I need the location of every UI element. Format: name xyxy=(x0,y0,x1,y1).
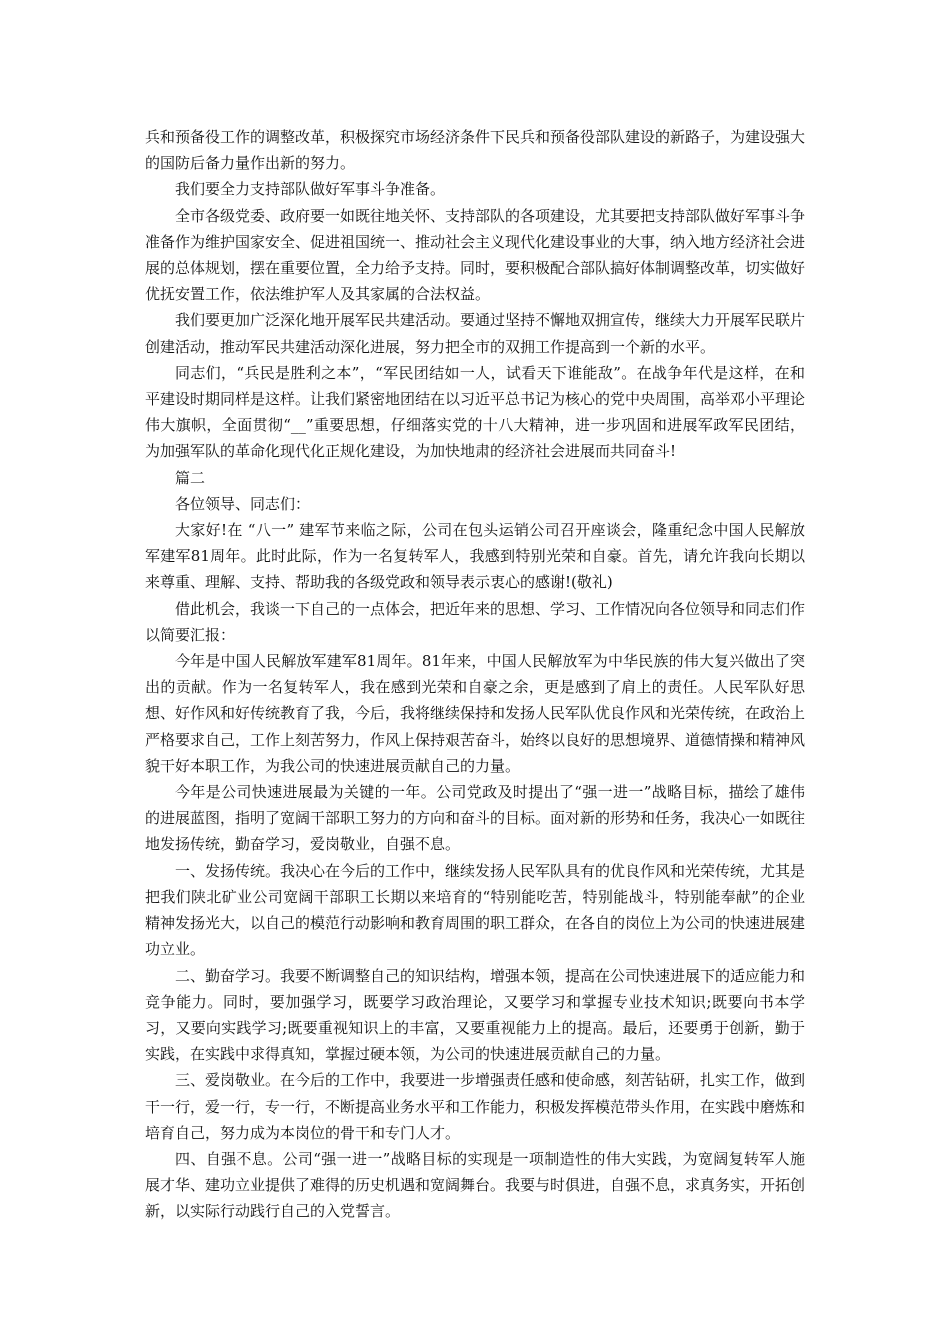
paragraph-1: 兵和预备役工作的调整改革，积极探究市场经济条件下民兵和预备役部队建设的新路子，为建设强大的国防后备力量作出新的努力。 xyxy=(145,128,806,173)
paragraph-11: 今年是公司快速进展最为关键的一年。公司党政及时提出了“强一进一”战略目标，描绘了雄伟的进展蓝图，指明了宽阔干部职工努力的方向和奋斗的目标。面对新的形势和任务，我决心一如既往地发扬传统，勤奋学习，爱岗敬业，自强不息。 xyxy=(145,783,806,854)
paragraph-9: 借此机会，我谈一下自己的一点体会，把近年来的思想、学习、工作情况向各位领导和同志们作以简要汇报： xyxy=(145,599,806,644)
section-heading: 篇二 xyxy=(175,468,206,487)
paragraph-5: 同志们，“兵民是胜利之本”，“军民团结如一人，试看天下谁能敌”。在战争年代是这样，在和平建设时期同样是这样。让我们紧密地团结在以习近平总书记为核心的党中央周围，高举邓小平理论伟大旗帜，全面贯彻“__”重要思想，仔细落实党的十八大精神，进一步巩固和进展军政军民团结，为加强军队的革命化现代化正规化建设，为加快地肃的经济社会进展而共同奋斗! xyxy=(145,363,806,461)
paragraph-13: 二、勤奋学习。我要不断调整自己的知识结构，增强本领，提高在公司快速进展下的适应能力和竞争能力。同时，要加强学习，既要学习政治理论，又要学习和掌握专业技术知识;既要向书本学习，又要向实践学习;既要重视知识上的丰富，又要重视能力上的提高。最后，还要勇于创新，勤于实践，在实践中求得真知，掌握过硬本领，为公司的快速进展贡献自己的力量。 xyxy=(145,966,806,1064)
paragraph-15: 四、自强不息。公司“强一进一”战略目标的实现是一项制造性的伟大实践，为宽阔复转军人施展才华、建功立业提供了难得的历史机遇和宽阔舞台。我要与时俱进，自强不息，求真务实，开拓创新，以实际行动践行自己的入党誓言。 xyxy=(145,1149,806,1221)
paragraph-10: 今年是中国人民解放军建军81周年。81年来，中国人民解放军为中华民族的伟大复兴做出了突出的贡献。作为一名复转军人，我在感到光荣和自豪之余，更是感到了肩上的责任。人民军队好思想、好作风和好传统教育了我，今后，我将继续保持和发扬人民军队优良作风和光荣传统，在政治上严格要求自己，工作上刻苦努力，作风上保持艰苦奋斗，始终以良好的思想境界、道德情操和精神风貌干好本职工作，为我公司的快速进展贡献自己的力量。 xyxy=(145,652,806,775)
paragraph-8: 大家好!在 “八一” 建军节来临之际，公司在包头运销公司召开座谈会，隆重纪念中国人民解放军建军81周年。此时此际，作为一名复转军人，我感到特别光荣和自豪。首先，请允许我向长期以来尊重、理解、支持、帮助我的各级党政和领导表示衷心的感谢!(敬礼) xyxy=(145,521,805,592)
paragraph-12: 一、发扬传统。我决心在今后的工作中，继续发扬人民军队具有的优良作风和光荣传统，尤其是把我们陕北矿业公司宽阔干部职工长期以来培育的“特别能吃苦，特别能战斗，特别能奉献”的企业精神发扬光大，以自己的模范行动影响和教育周围的职工群众，在各自的岗位上为公司的快速进展建功立业。 xyxy=(145,861,806,959)
paragraph-4: 我们要更加广泛深化地开展军民共建活动。要通过坚持不懈地双拥宣传，继续大力开展军民联片创建活动，推动军民共建活动深化进展，努力把全市的双拥工作提高到一个新的水平。 xyxy=(145,311,806,356)
paragraph-3: 全市各级党委、政府要一如既往地关怀、支持部队的各项建设，尤其要把支持部队做好军事斗争准备作为维护国家安全、促进祖国统一、推动社会主义现代化建设事业的大事，纳入地方经济社会进展的总体规划，摆在重要位置，全力给予支持。同时，要积极配合部队搞好体制调整改革，切实做好优抚安置工作，依法维护军人及其家属的合法权益。 xyxy=(145,206,806,304)
document-body xyxy=(145,124,805,1225)
paragraph-2: 我们要全力支持部队做好军事斗争准备。 xyxy=(175,180,446,199)
salutation: 各位领导、同志们： xyxy=(175,494,311,513)
paragraph-14: 三、爱岗敬业。在今后的工作中，我要进一步增强责任感和使命感，刻苦钻研，扎实工作，做到干一行，爱一行，专一行，不断提高业务水平和工作能力，积极发挥模范带头作用，在实践中磨炼和培育自己，努力成为本岗位的骨干和专门人才。 xyxy=(145,1071,806,1142)
